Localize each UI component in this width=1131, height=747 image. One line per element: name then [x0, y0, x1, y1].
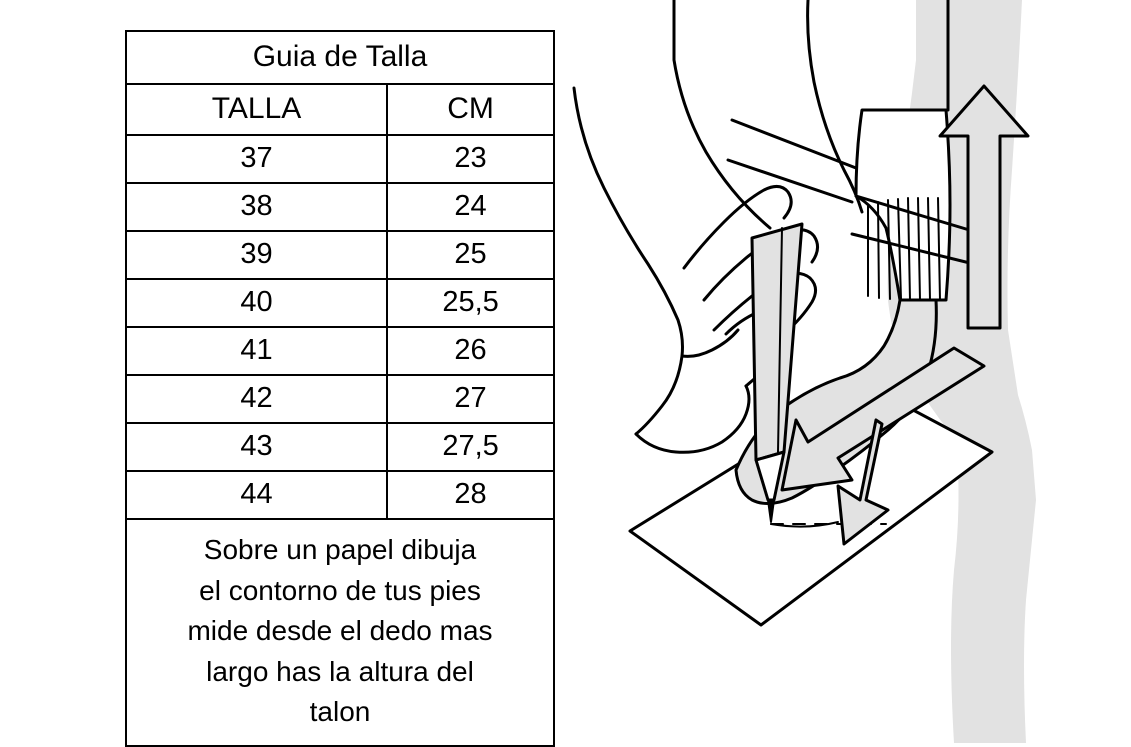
- table-title-row: [126, 31, 554, 84]
- cell-cm: 26: [387, 327, 554, 375]
- size-guide-table: [125, 30, 555, 747]
- cell-talla: 37: [126, 135, 387, 183]
- table-row: [126, 231, 554, 279]
- cell-talla: 43: [126, 423, 387, 471]
- table-row: [126, 183, 554, 231]
- cell-talla: 44: [126, 471, 387, 519]
- cell-cm: 28: [387, 471, 554, 519]
- cell-cm: 25: [387, 231, 554, 279]
- page-title: Guia de Talla: [126, 31, 554, 84]
- cell-talla: 41: [126, 327, 387, 375]
- table-row: [126, 327, 554, 375]
- cell-talla: 42: [126, 375, 387, 423]
- note-line: Sobre un papel dibuja: [203, 534, 477, 565]
- table-row: [126, 135, 554, 183]
- table-note-row: [126, 519, 554, 746]
- cell-cm: 25,5: [387, 279, 554, 327]
- column-header-talla: TALLA: [126, 84, 387, 135]
- instructions-note: [126, 519, 554, 746]
- column-header-cm: CM: [387, 84, 554, 135]
- note-line: mide desde el dedo mas: [187, 615, 493, 647]
- cell-talla: 38: [126, 183, 387, 231]
- table-row: [126, 423, 554, 471]
- table-row: [126, 471, 554, 519]
- size-guide-table-body: [126, 31, 554, 746]
- cell-talla: 39: [126, 231, 387, 279]
- note-line: largo has la altura del: [206, 655, 474, 687]
- foot-tracing-illustration: [556, 0, 1131, 743]
- cell-cm: 23: [387, 135, 554, 183]
- table-header-row: [126, 84, 554, 135]
- cell-cm: 27: [387, 375, 554, 423]
- cell-talla: 40: [126, 279, 387, 327]
- table-row: [126, 375, 554, 423]
- table-row: [126, 279, 554, 327]
- cell-cm: 27,5: [387, 423, 554, 471]
- cell-cm: 24: [387, 183, 554, 231]
- note-line: el contorno de tus pies: [199, 574, 481, 606]
- note-line: talon: [309, 696, 371, 728]
